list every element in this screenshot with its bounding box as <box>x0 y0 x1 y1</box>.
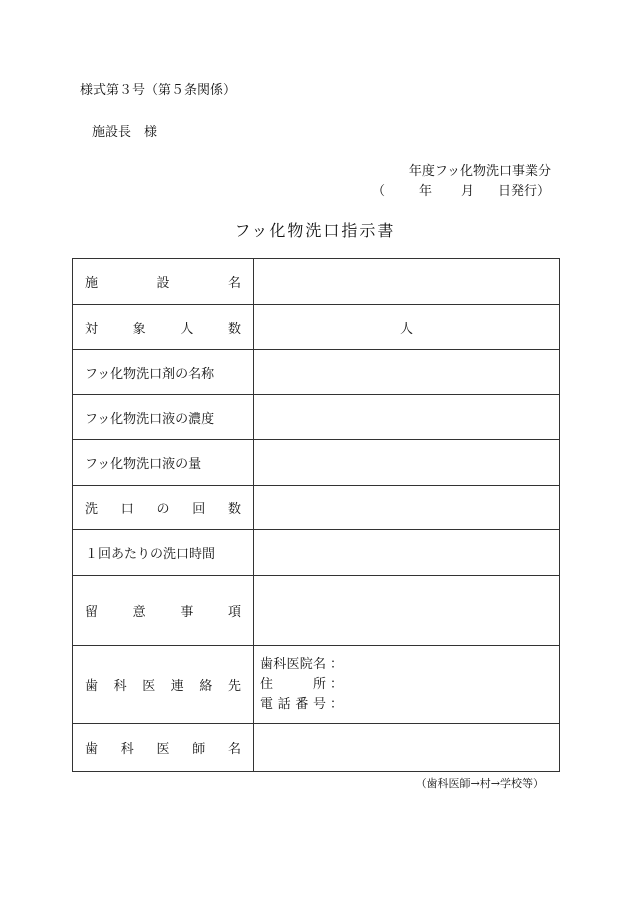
frequency-label-char: の <box>156 502 170 517</box>
row-concentration <box>73 395 560 440</box>
address-colon: ： <box>330 676 344 692</box>
frequency-label <box>73 486 254 530</box>
participants-label-char: 人 <box>180 321 194 337</box>
row-facility <box>73 259 560 305</box>
amount-label: フッ化物洗口液の量 <box>73 440 254 486</box>
dentist-contact-label <box>73 646 254 724</box>
dentist-name-label <box>73 724 254 772</box>
phone-line <box>260 695 553 715</box>
concentration-label: フッ化物洗口液の濃度 <box>73 395 254 440</box>
dentist-name-label-char: 医 <box>156 742 170 757</box>
issue-open: （ <box>372 184 386 199</box>
row-amount <box>73 440 560 486</box>
dentist-contact-label-char: 歯 <box>85 679 99 694</box>
address-key: 住 所 <box>260 676 326 692</box>
instruction-table <box>72 258 560 772</box>
clinic-colon: ： <box>330 656 344 672</box>
agent-name-value[interactable] <box>254 350 560 395</box>
frequency-label-char: 回 <box>192 502 206 517</box>
issue-day: 日発行） <box>498 184 551 199</box>
participants-label-char: 対 <box>85 321 99 337</box>
participants-label-char: 数 <box>227 321 241 337</box>
frequency-value[interactable] <box>254 486 560 530</box>
notes-label-char: 項 <box>227 605 241 620</box>
row-frequency <box>73 486 560 530</box>
dentist-contact-label-char: 絡 <box>199 679 213 694</box>
row-notes <box>73 576 560 646</box>
dentist-contact-label-char: 医 <box>142 679 156 694</box>
frequency-label-char: 数 <box>227 502 241 517</box>
participants-value[interactable] <box>254 305 560 350</box>
row-dentist-contact <box>73 646 560 724</box>
dentist-name-label-char: 科 <box>120 742 134 757</box>
dentist-name-label-char: 師 <box>192 742 206 757</box>
participants-label-char: 象 <box>132 321 146 337</box>
row-agent-name <box>73 350 560 395</box>
phone-colon: ： <box>330 696 344 712</box>
frequency-label-char: 洗 <box>85 502 99 517</box>
facility-value[interactable] <box>254 259 560 305</box>
dentist-name-label-char: 名 <box>227 742 241 757</box>
facility-label-char: 設 <box>156 276 170 291</box>
row-participants <box>73 305 560 350</box>
notes-label-char: 意 <box>132 605 146 620</box>
row-duration <box>73 530 560 576</box>
routing-note: （歯科医師→村→学校等） <box>415 777 544 790</box>
participants-unit: 人 <box>399 321 413 337</box>
issue-month: 月 <box>461 184 475 199</box>
participants-label <box>73 305 254 350</box>
facility-label <box>73 259 254 305</box>
facility-label-char: 施 <box>85 276 99 291</box>
dentist-contact-label-char: 科 <box>113 679 127 694</box>
dentist-contact-label-char: 先 <box>227 679 241 694</box>
clinic-name-key: 歯 科 医 院 名 <box>260 656 326 672</box>
notes-label-char: 留 <box>85 605 99 620</box>
issue-year: 年 <box>419 184 433 199</box>
frequency-label-char: 口 <box>120 502 134 517</box>
notes-label-char: 事 <box>180 605 194 620</box>
address-line <box>260 675 553 695</box>
clinic-name-line <box>260 655 553 675</box>
addressee: 施設長 様 <box>92 125 158 140</box>
document-title: フッ化物洗口指示書 <box>234 221 396 240</box>
phone-key: 電 話 番 号 <box>260 696 326 712</box>
duration-label: １回あたりの洗口時間 <box>73 530 254 576</box>
facility-label-char: 名 <box>227 276 241 291</box>
row-dentist-name <box>73 724 560 772</box>
duration-value[interactable] <box>254 530 560 576</box>
amount-value[interactable] <box>254 440 560 486</box>
form-number: 様式第３号（第５条関係） <box>80 83 237 98</box>
agent-name-label: フッ化物洗口剤の名称 <box>73 350 254 395</box>
dentist-name-value[interactable] <box>254 724 560 772</box>
concentration-value[interactable] <box>254 395 560 440</box>
dentist-name-label-char: 歯 <box>85 742 99 757</box>
dentist-contact-value[interactable] <box>254 646 560 724</box>
fiscal-year-label: 年度フッ化物洗口事業分 <box>408 164 551 179</box>
dentist-contact-label-char: 連 <box>170 679 184 694</box>
notes-label <box>73 576 254 646</box>
notes-value[interactable] <box>254 576 560 646</box>
